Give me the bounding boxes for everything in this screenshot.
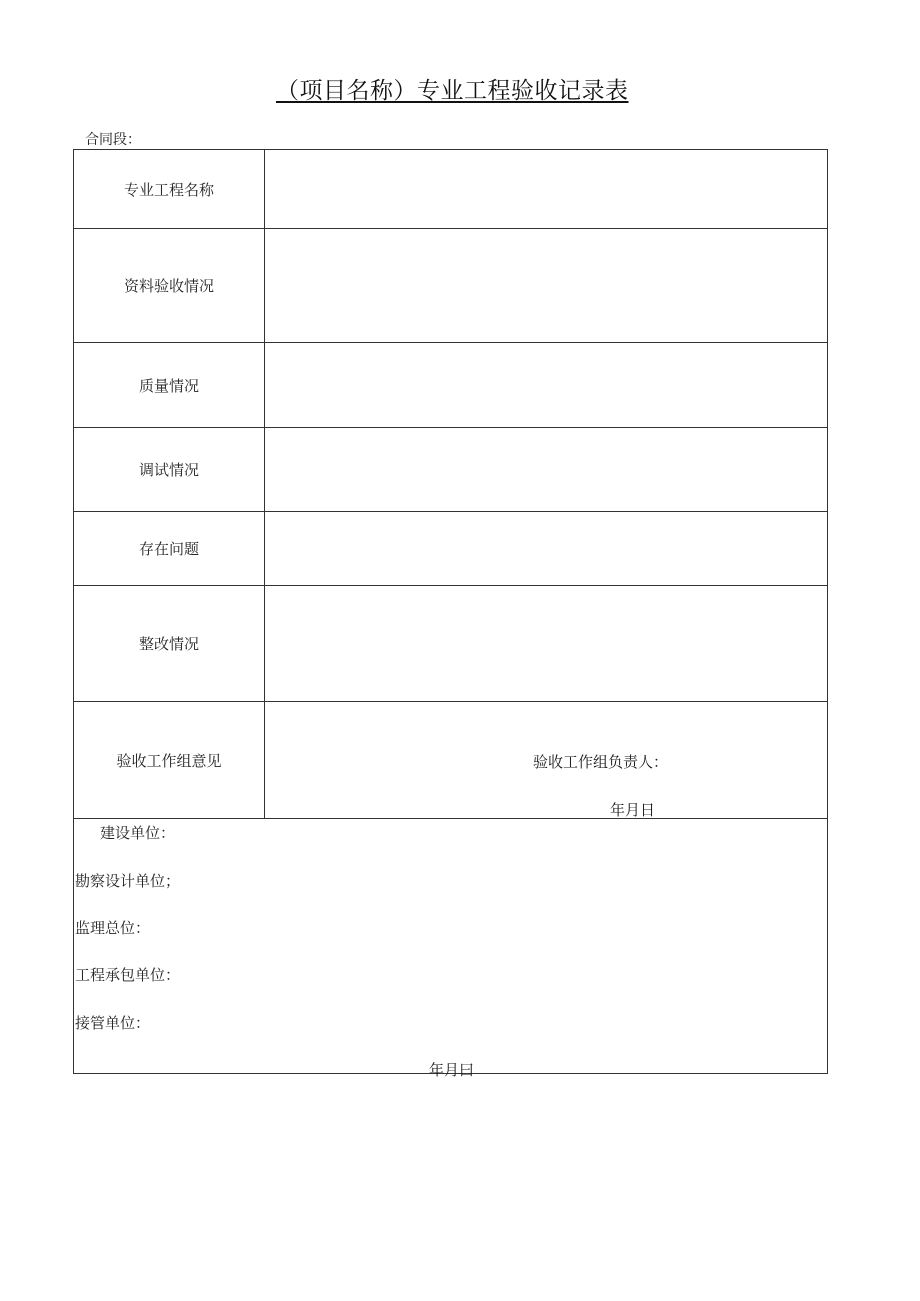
team-opinion-field[interactable]: [265, 702, 828, 819]
row-label-quality: 质量情况: [74, 343, 265, 428]
party-supervision: 监理总位：: [75, 919, 151, 937]
rectification-field[interactable]: [265, 586, 828, 702]
table-row: [74, 229, 828, 343]
row-label-document-acceptance: 资料验收情况: [74, 229, 265, 343]
table-row: [74, 512, 828, 586]
row-label-rectification: 整改情况: [74, 586, 265, 702]
team-leader-signature-label: 验收工作组负责人：: [533, 753, 669, 771]
row-label-team-opinion: 验收工作组意见: [74, 702, 265, 819]
contract-section-label: 合同段：: [85, 132, 141, 148]
contract-section: [85, 130, 281, 150]
team-opinion-date-label: 年月日: [610, 801, 656, 819]
project-name-field[interactable]: [265, 150, 828, 229]
document-acceptance-field[interactable]: [265, 229, 828, 343]
table-row: [74, 150, 828, 229]
acceptance-record-table: [73, 149, 828, 1079]
table-row: [74, 343, 828, 428]
table-row: [74, 586, 828, 702]
page-title: （项目名称）专业工程验收记录表: [276, 78, 629, 104]
quality-field[interactable]: [265, 343, 828, 428]
existing-issues-field[interactable]: [265, 512, 828, 586]
commissioning-field[interactable]: [265, 428, 828, 512]
party-contractor: 工程承包单位：: [75, 966, 181, 984]
row-label-existing-issues: 存在问题: [74, 512, 265, 586]
table-row: [74, 819, 828, 1074]
party-takeover-unit: 接管单位：: [75, 1014, 151, 1032]
party-construction-unit: 建设单位：: [100, 824, 176, 842]
row-label-commissioning: 调试情况: [74, 428, 265, 512]
table-row: [74, 702, 828, 819]
contract-section-field[interactable]: [143, 135, 281, 150]
party-survey-design-unit: 勘察设计单位；: [75, 872, 181, 890]
row-label-project-name: 专业工程名称: [74, 150, 265, 229]
table-row: [74, 428, 828, 512]
signing-date-label: 年月曰: [429, 1061, 475, 1079]
signing-parties-section: [74, 819, 828, 1079]
